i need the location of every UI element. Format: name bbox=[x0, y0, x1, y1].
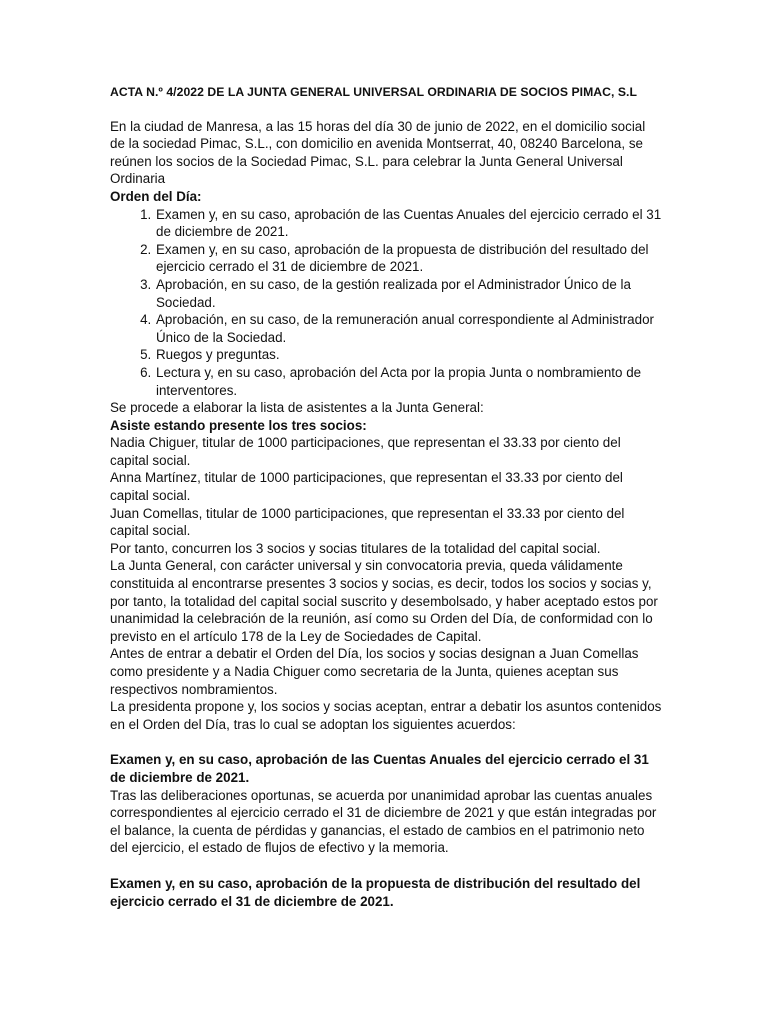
agenda-item: 2. Examen y, en su caso, aprobación de la propuesta de distribución del resultado del ejercicio cerrado el 31 de diciembre de 2021. bbox=[155, 241, 662, 276]
attendee-entry: Anna Martínez, titular de 1000 participaciones, que representan el 33.33 por ciento del capital social. bbox=[110, 470, 623, 504]
agenda-heading: Orden del Día: bbox=[110, 188, 202, 204]
attendance-heading: Asiste estando presente los tres socios: bbox=[110, 417, 367, 433]
agenda-item: 3. Aprobación, en su caso, de la gestión realizada por el Administrador Único de la Sociedad. bbox=[155, 276, 662, 311]
body-paragraph: La Junta General, con carácter universal y sin convocatoria previa, queda válidamente constituida al encontrarse presentes 3 socios y socias, es decir, todos los socios y socias y, por tanto, la totalidad del capital social suscrito y desembolsado, y haber aceptado estos por unanimidad la celebración de la reunión, así como su Orden del Día, de conformidad con lo previsto en el artículo 178 de la Ley de Sociedades de Capital. bbox=[110, 558, 658, 644]
document-title: ACTA N.º 4/2022 DE LA JUNTA GENERAL UNIVERSAL ORDINARIA DE SOCIOS PIMAC, S.L bbox=[110, 85, 637, 99]
agenda-item: 5. Ruegos y preguntas. bbox=[155, 346, 662, 364]
paragraph-spacer bbox=[110, 733, 662, 751]
body-paragraph: Por tanto, concurren los 3 socios y socias titulares de la totalidad del capital social. bbox=[110, 540, 601, 556]
body-paragraph: Antes de entrar a debatir el Orden del Día, los socios y socias designan a Juan Comellas como presidente y a Nadia Chiguer como secretaria de la Junta, quienes aceptan sus respectivos nombramientos. bbox=[110, 646, 639, 697]
agenda-item: 4. Aprobación, en su caso, de la remuneración anual correspondiente al Administrador Único de la Sociedad. bbox=[155, 311, 662, 346]
agenda-item: 6. Lectura y, en su caso, aprobación del Acta por la propia Junta o nombramiento de interventores. bbox=[155, 364, 662, 399]
attendee-entry: Nadia Chiguer, titular de 1000 participaciones, que representan el 33.33 por ciento del capital social. bbox=[110, 435, 621, 468]
agenda-list bbox=[110, 206, 662, 400]
resolution-heading: Examen y, en su caso, aprobación de las Cuentas Anuales del ejercicio cerrado el 31 de diciembre de 2021. bbox=[110, 752, 649, 785]
body-paragraph: La presidenta propone y, los socios y socias aceptan, entrar a debatir los asuntos contenidos en el Orden del Día, tras lo cual se adoptan los siguientes acuerdos: bbox=[110, 699, 662, 732]
attendee-entry: Juan Comellas, titular de 1000 participaciones, que representan el 33.33 por ciento del capital social. bbox=[110, 505, 625, 539]
attendance-intro: Se procede a elaborar la lista de asistentes a la Junta General: bbox=[110, 400, 484, 416]
resolution-heading: Examen y, en su caso, aprobación de la propuesta de distribución del resultado del ejercicio cerrado el 31 de diciembre de 2021. bbox=[110, 875, 641, 909]
document-page bbox=[110, 84, 662, 910]
intro-paragraph: En la ciudad de Manresa, a las 15 horas del día 30 de junio de 2022, en el domicilio social de la sociedad Pimac, S.L., con domicilio en avenida Montserrat, 40, 08240 Barcelona, se reúnen los socios de la Sociedad Pimac, S.L. para celebrar la Junta General Universal Ordinaria bbox=[110, 118, 646, 187]
agenda-item: 1. Examen y, en su caso, aprobación de las Cuentas Anuales del ejercicio cerrado el 31 de diciembre de 2021. bbox=[155, 206, 662, 241]
resolution-text: Tras las deliberaciones oportunas, se acuerda por unanimidad aprobar las cuentas anuales correspondientes al ejercicio cerrado el 31 de diciembre de 2021 y que están integradas por el balance, la cuenta de pérdidas y ganancias, el estado de cambios en el patrimonio neto del ejercicio, el estado de flujos de efectivo y la memoria. bbox=[110, 787, 657, 856]
paragraph-spacer bbox=[110, 857, 662, 875]
